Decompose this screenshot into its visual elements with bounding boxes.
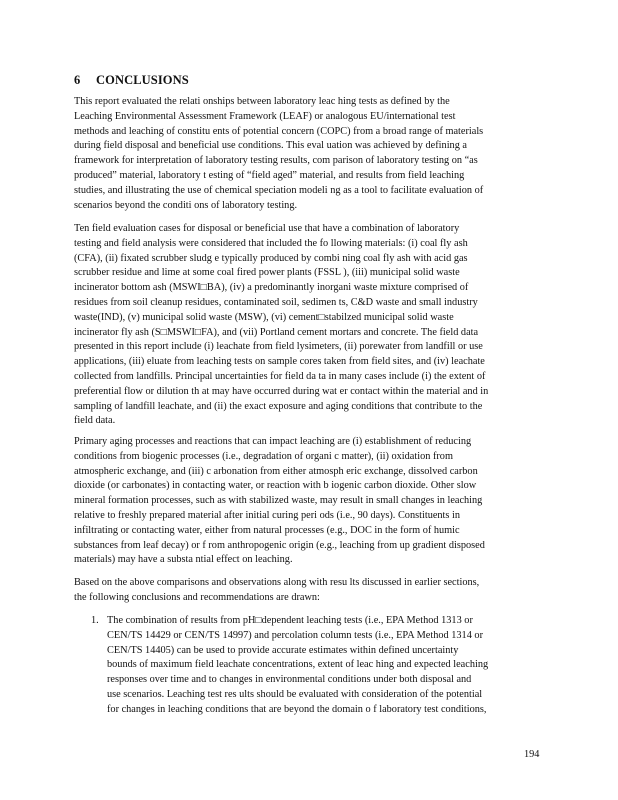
list-item-number: 1. <box>91 615 99 626</box>
section-title: CONCLUSIONS <box>96 73 189 87</box>
text-line: conditions from biogenic processes (i.e., degradation of organi c matter), (ii) oxidation from <box>74 450 453 462</box>
text-line: This report evaluated the relati onships between laboratory leac hing tests as defined by the <box>74 96 450 107</box>
text-line: use scenarios. Leaching test res ults should be evaluated with consideration of the potential <box>107 688 483 700</box>
text-line: atmospheric exchange, and (iii) c arbonation from either atmosph eric exchange, dissolved carbon <box>74 465 478 477</box>
text-line: Based on the above comparisons and observations along with resu lts discussed in earlier sections, <box>74 577 480 588</box>
text-line: mineral formation processes, such as with stabilized waste, may result in small changes in leaching <box>74 495 483 507</box>
text-line: sampling of landfill leachate, and (ii) the exact exposure and aging conditions that contribute to the <box>74 400 483 412</box>
paragraph <box>74 222 544 429</box>
conclusions-list <box>74 614 544 718</box>
text-line: produced” material, laboratory t esting of “field aged” material, and results from field leaching <box>74 169 465 181</box>
text-line: CEN/TS 14429 or CEN/TS 14997) and percolation column tests (i.e., EPA Method 1314 or <box>107 629 483 641</box>
text-line: scenarios beyond the conditi ons of laboratory testing. <box>74 199 298 211</box>
text-line: during field disposal and beneficial use conditions. This eval uation was achieved by defining a <box>74 140 467 152</box>
text-line: The combination of results from pH□dependent leaching tests (i.e., EPA Method 1313 or <box>107 615 473 626</box>
section-number: 6 <box>74 73 81 87</box>
text-line: waste(IND), (v) municipal solid waste (MSW), (vi) cement□stabilzed municipal solid waste <box>74 311 454 323</box>
text-line: infiltrating or contacting water, either from natural processes (e.g., DOC in the form of humic <box>74 524 460 536</box>
text-line: (CFA), (ii) fixated scrubber sludg e typically produced by combi ning coal fly ash with acid gas <box>74 252 468 264</box>
text-line: relative to freshly prepared material after initial curing peri ods (i.e., 90 days). Constituents in <box>74 509 461 521</box>
paragraph <box>74 576 544 606</box>
page-number: 194 <box>524 749 540 760</box>
text-line: materials) may have a substa ntial effect on leaching. <box>74 554 293 566</box>
text-line: methods and leaching of constitu ents of potential concern (COPC) from a broad range of materials <box>74 125 484 137</box>
text-line: collected from landfills. Principal uncertainties for field da ta in many cases include (i) the extent of <box>74 370 486 382</box>
section-heading <box>74 73 189 88</box>
text-line: CEN/TS 14405) can be used to provide accurate estimates within defined uncertainty <box>107 644 459 656</box>
paragraph <box>74 95 544 213</box>
paragraph <box>74 435 544 568</box>
text-line: bounds of maximum field leachate concentrations, extent of leac hing and expected leaching <box>107 659 489 671</box>
text-line: the following conclusions and recommendations are drawn: <box>74 591 320 603</box>
text-line: applications, (iii) eluate from leaching tests on sample cores taken from field sites, and (iv) leachate <box>74 356 485 368</box>
text-line: for changes in leaching conditions that are beyond the domain o f laboratory test conditions, <box>107 703 487 715</box>
text-line: substances from leaf decay) or f rom anthropogenic origin (e.g., leaching from up gradient disposed <box>74 539 485 551</box>
text-line: preferential flow or dilution th at may have occurred during wat er contact within the material and in <box>74 385 489 397</box>
text-line: presented in this report include (i) leachate from field lysimeters, (ii) porewater from landfill or use <box>74 341 483 353</box>
text-line: incinerator bottom ash (MSWI□BA), (iv) a predominantly inorgani waste mixture comprised of <box>74 282 469 294</box>
text-line: Leaching Environmental Assessment Framework (LEAF) or analogous EU/international test <box>74 110 456 122</box>
text-line: residues from soil cleanup residues, contaminated soil, sedimen ts, C&D waste and small industry <box>74 296 478 308</box>
text-line: dioxide (or carbonates) in contacting water, or reaction with b iogenic carbon dioxide. Other slow <box>74 480 477 492</box>
text-line: Ten field evaluation cases for disposal or beneficial use that have a combination of laboratory <box>74 223 460 234</box>
text-line: scrubber residue and lime at some coal fired power plants (FSSL ), (iii) municipal solid waste <box>74 267 460 279</box>
text-line: responses over time and to changes in environmental conditions under both disposal and <box>107 674 472 686</box>
text-line: field data. <box>74 415 116 427</box>
text-line: framework for interpretation of laboratory testing results, com parison of laboratory testing on “as <box>74 155 478 167</box>
text-line: studies, and illustrating the use of chemical speciation modeli ng as a tool to facilitate evaluation of <box>74 184 484 196</box>
text-line: incinerator fly ash (S□MSWI□FA), and (vii) Portland cement mortars and concrete. The field data <box>74 326 479 338</box>
list-item <box>74 614 544 718</box>
text-line: testing and field analysis were considered that included the fo llowing materials: (i) coal fly ash <box>74 237 468 249</box>
text-line: Primary aging processes and reactions that can impact leaching are (i) establishment of reducing <box>74 436 472 447</box>
